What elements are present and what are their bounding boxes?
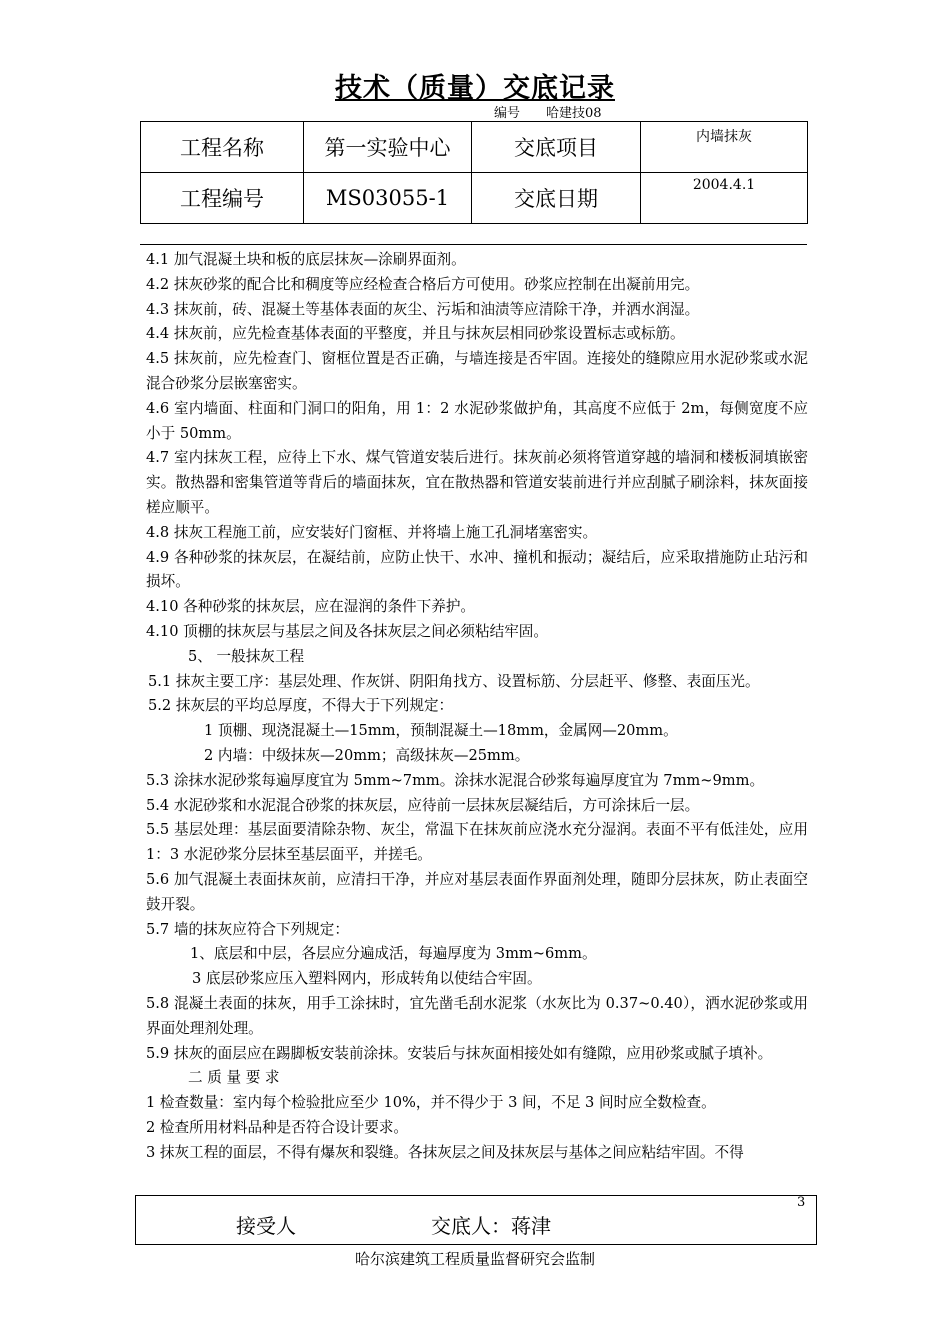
section-heading: 5、 一般抹灰工程 xyxy=(188,647,305,665)
project-no-value: MS03055-1 xyxy=(304,173,472,224)
paragraph: 4.10 顶棚的抹灰层与基层之间及各抹灰层之间必须粘结牢固。 xyxy=(146,622,548,640)
document-title: 技术（质量）交底记录 xyxy=(335,73,615,104)
date-label: 交底日期 xyxy=(472,173,641,224)
signature-box xyxy=(135,1195,817,1245)
paragraph: 4.3 抹灰前，砖、混凝土等基体表面的灰尘、污垢和油渍等应清除干净，并洒水润湿。 xyxy=(146,300,700,318)
code-value: 哈建技08 xyxy=(546,106,602,121)
content-top-rule xyxy=(140,244,807,245)
code-label: 编号 xyxy=(494,106,521,121)
discloser-name: 蒋津 xyxy=(511,1214,551,1238)
paragraph: 4.1 加气混凝土块和板的底层抹灰—涂刷界面剂。 xyxy=(146,251,466,268)
paragraph: 5.7 墙的抹灰应符合下列规定： xyxy=(146,920,349,938)
info-row-1 xyxy=(141,122,808,173)
paragraph: 4.2 抹灰砂浆的配合比和稠度等应经检查合格后方可使用。砂浆应控制在出凝前用完。 xyxy=(146,275,700,293)
paragraph: 2 检查所用材料品种是否符合设计要求。 xyxy=(146,1118,409,1136)
paragraph: 5.1 抹灰主要工序：基层处理、作灰饼、阴阳角找方、设置标筋、分层赶平、修整、表面压光。 xyxy=(148,672,760,690)
discloser-label: 交底人： xyxy=(431,1214,511,1238)
paragraph: 4.8 抹灰工程施工前，应安装好门窗框、并将墙上施工孔洞堵塞密实。 xyxy=(146,523,598,541)
paragraph: 5.2 抹灰层的平均总厚度，不得大于下列规定： xyxy=(148,697,454,715)
paragraph: 5.8 混凝土表面的抹灰，用手工涂抹时，宜先凿毛刮水泥浆（水灰比为 0.37~0.40），洒水泥砂浆或用界面处理剂处理。 xyxy=(146,994,808,1037)
paragraph: 4.4 抹灰前，应先检查基体表面的平整度，并且与抹灰层相同砂浆设置标志或标筋。 xyxy=(146,325,685,343)
paragraph: 1 检查数量：室内每个检验批应至少 10%，并不得少于 3 间，不足 3 间时应全数检查。 xyxy=(146,1094,716,1112)
paragraph: 4.6 室内墙面、柱面和门洞口的阳角，用 1：2 水泥砂浆做护角，其高度不应低于 2m，每侧宽度不应小于 50mm。 xyxy=(146,399,808,442)
page-number: 3 xyxy=(797,1195,806,1210)
content-body xyxy=(146,248,808,1165)
paragraph: 3 底层砂浆应压入塑料网内，形成转角以使结合牢固。 xyxy=(192,970,542,988)
discloser xyxy=(431,1210,551,1239)
project-no-label: 工程编号 xyxy=(141,173,304,224)
info-row-2 xyxy=(141,173,808,224)
paragraph: 1 顶棚、现浇混凝土—15mm，预制混凝土—18mm，金属网—20mm。 xyxy=(204,722,678,740)
document-code xyxy=(494,102,602,121)
paragraph: 5.9 抹灰的面层应在踢脚板安装前涂抹。安装后与抹灰面相接处如有缝隙，应用砂浆或腻子填补。 xyxy=(146,1044,773,1062)
receiver-label: 接受人 xyxy=(236,1214,296,1238)
project-name-label: 工程名称 xyxy=(141,122,304,173)
paragraph: 4.10 各种砂浆的抹灰层，应在湿润的条件下养护。 xyxy=(146,598,476,616)
paragraph: 4.5 抹灰前，应先检查门、窗框位置是否正确，与墙连接是否牢固。连接处的缝隙应用水泥砂浆或水泥混合砂浆分层嵌塞密实。 xyxy=(146,350,808,392)
paragraph: 5.5 基层处理：基层面要清除杂物、灰尘，常温下在抹灰前应浇水充分湿润。表面不平有低洼处，应用 1：3 水泥砂浆分层抹至基层面平，并搓毛。 xyxy=(146,821,808,864)
paragraph: 4.7 室内抹灰工程，应待上下水、煤气管道安装后进行。抹灰前必须将管道穿越的墙洞和楼板洞填嵌密实。散热器和密集管道等背后的墙面抹灰，宜在散热器和管道安装前进行并应刮腻子刷涂料，抹灰面接槎应顺平。 xyxy=(146,449,808,516)
date-value: 2004.4.1 xyxy=(641,173,808,224)
section-heading: 二 质 量 要 求 xyxy=(188,1069,280,1087)
project-info-table xyxy=(140,121,808,224)
paragraph: 4.9 各种砂浆的抹灰层，在凝结前，应防止快干、水冲、撞机和振动；凝结后，应采取措施防止玷污和损坏。 xyxy=(146,548,808,591)
organization-footer: 哈尔滨建筑工程质量监督研究会监制 xyxy=(354,1250,595,1268)
project-name-value: 第一实验中心 xyxy=(304,122,472,173)
paragraph: 5.3 涂抹水泥砂浆每遍厚度宜为 5mm~7mm。涂抹水泥混合砂浆每遍厚度宜为 7mm~9mm。 xyxy=(146,771,765,789)
item-value: 内墙抹灰 xyxy=(641,122,808,173)
paragraph: 1、底层和中层，各层应分遍成活，每遍厚度为 3mm~6mm。 xyxy=(190,945,597,963)
item-label: 交底项目 xyxy=(472,122,641,173)
paragraph: 5.6 加气混凝土表面抹灰前，应清扫干净，并应对基层表面作界面剂处理，随即分层抹灰，防止表面空鼓开裂。 xyxy=(146,870,808,913)
paragraph: 3 抹灰工程的面层，不得有爆灰和裂缝。各抹灰层之间及抹灰层与基体之间应粘结牢固。不得 xyxy=(146,1143,744,1161)
paragraph: 2 内墙：中级抹灰—20mm；高级抹灰—25mm。 xyxy=(204,746,530,764)
paragraph: 5.4 水泥砂浆和水泥混合砂浆的抹灰层，应待前一层抹灰层凝结后，方可涂抹后一层。 xyxy=(146,796,700,814)
